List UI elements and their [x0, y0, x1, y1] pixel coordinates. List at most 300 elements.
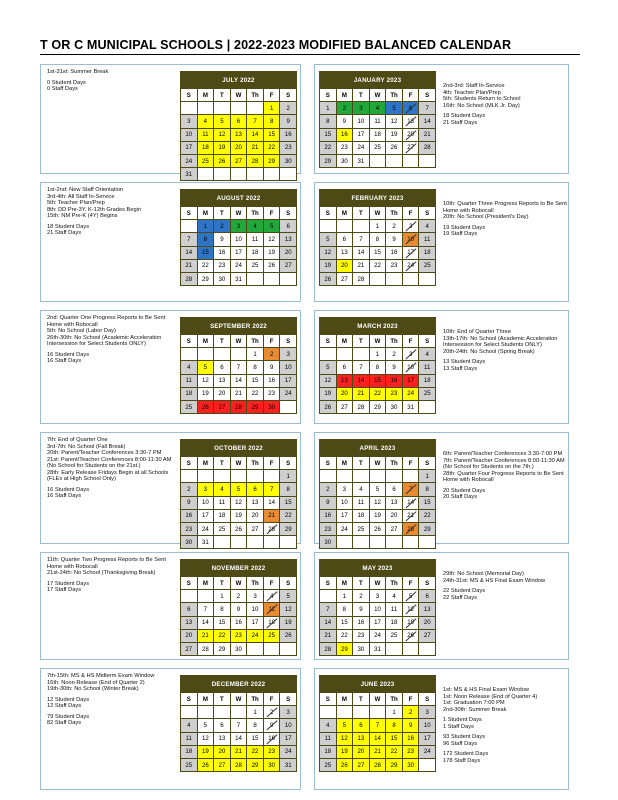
day-cell: 24 — [198, 523, 214, 535]
day-header: T — [214, 693, 230, 705]
day-header: W — [231, 577, 247, 589]
day-count: 0 Staff Days — [47, 86, 78, 92]
day-cell: 28 — [231, 401, 247, 413]
day-cell — [198, 590, 214, 602]
month-name: JULY 2022 — [222, 77, 255, 84]
day-cell — [386, 643, 402, 655]
day-header: S — [280, 457, 296, 469]
day-cell: 25 — [181, 759, 197, 771]
day-cell: 11 — [386, 603, 402, 615]
day-cell: 25 — [247, 260, 263, 272]
day-cell: 23 — [231, 630, 247, 642]
day-cell: 4 — [181, 719, 197, 731]
day-header: S — [280, 207, 296, 219]
day-cell: 17 — [370, 617, 386, 629]
day-cell: 10 — [247, 603, 263, 615]
day-cell: 6 — [280, 220, 296, 232]
day-header: W — [370, 335, 386, 347]
day-cell: 21 — [419, 129, 435, 141]
day-cell: 3 — [403, 220, 419, 232]
day-cell: 20 — [337, 388, 353, 400]
day-count: 178 Staff Days — [443, 757, 481, 764]
month-name: JANUARY 2023 — [353, 77, 402, 84]
day-header: M — [337, 693, 353, 705]
day-cell: 7 — [353, 361, 369, 373]
day-cell: 13 — [337, 247, 353, 259]
day-cell: 6 — [403, 102, 419, 114]
day-cell: 21 — [231, 388, 247, 400]
event-text: 1st: Graduation 7:00 PM — [443, 700, 505, 706]
day-cell — [214, 168, 230, 180]
day-cell: 12 — [403, 603, 419, 615]
day-cell: 21 — [231, 746, 247, 758]
day-header: S — [181, 457, 197, 469]
day-cell: 17 — [280, 733, 296, 745]
day-count: 96 Staff Days — [443, 740, 478, 747]
day-cell: 21 — [264, 510, 280, 522]
day-cell: 20 — [337, 260, 353, 272]
day-cell: 5 — [198, 719, 214, 731]
day-cell: 18 — [419, 375, 435, 387]
day-cell: 16 — [214, 247, 230, 259]
day-cell — [214, 470, 230, 482]
day-cell — [386, 273, 402, 285]
day-cell: 10 — [280, 719, 296, 731]
day-cell: 16 — [181, 510, 197, 522]
event-text: 10th: End of Quarter Three — [443, 329, 511, 335]
event-text: 11th: Quarter Two Progress Reports to Be Sent Home with Robocall — [47, 557, 166, 570]
day-cell: 22 — [280, 510, 296, 522]
month-notes — [443, 201, 567, 242]
day-cell — [231, 706, 247, 718]
day-cell: 26 — [214, 155, 230, 167]
month-panel — [314, 432, 569, 544]
day-cell — [181, 102, 197, 114]
day-cell: 16 — [403, 733, 419, 745]
day-header: W — [231, 89, 247, 101]
event-text: 5th: Teacher Plan/Prep — [47, 200, 105, 206]
day-cell: 28 — [320, 643, 336, 655]
day-cell: 30 — [181, 536, 197, 548]
day-cell: 24 — [337, 523, 353, 535]
event-text: 7th-15th: MS & HS Midterm Exam Window — [47, 673, 155, 679]
day-cell: 27 — [181, 643, 197, 655]
day-cell — [370, 155, 386, 167]
day-cell: 4 — [419, 348, 435, 360]
day-cell: 8 — [264, 115, 280, 127]
day-header: S — [280, 335, 296, 347]
day-cell: 31 — [198, 536, 214, 548]
month-grid — [181, 693, 296, 771]
day-cell: 11 — [419, 233, 435, 245]
day-cell: 22 — [337, 630, 353, 642]
day-cell: 24 — [403, 388, 419, 400]
day-cell: 9 — [181, 497, 197, 509]
day-header: S — [320, 457, 336, 469]
day-cell — [320, 470, 336, 482]
day-cell: 15 — [247, 733, 263, 745]
day-cell: 5 — [386, 102, 402, 114]
day-count: 17 Student Days — [47, 580, 90, 587]
day-cell: 6 — [337, 233, 353, 245]
day-cell: 5 — [320, 361, 336, 373]
day-cell: 24 — [181, 155, 197, 167]
day-cell: 27 — [231, 155, 247, 167]
day-cell: 9 — [386, 233, 402, 245]
day-cell: 10 — [419, 719, 435, 731]
day-cell: 3 — [419, 706, 435, 718]
day-cell — [280, 536, 296, 548]
day-cell: 16 — [320, 510, 336, 522]
day-header: S — [320, 335, 336, 347]
day-cell: 10 — [280, 361, 296, 373]
event-text: 1st-31st: Summer Break — [47, 69, 109, 75]
day-cell: 15 — [320, 129, 336, 141]
day-cell: 13 — [419, 603, 435, 615]
day-cell — [337, 706, 353, 718]
day-cell: 18 — [320, 746, 336, 758]
month-grid — [320, 577, 435, 655]
day-header: F — [403, 577, 419, 589]
day-cell: 24 — [370, 630, 386, 642]
day-cell: 21 — [403, 510, 419, 522]
spacer — [443, 764, 567, 768]
day-header: M — [337, 335, 353, 347]
day-cell — [337, 470, 353, 482]
day-header: S — [181, 89, 197, 101]
day-cell: 19 — [320, 260, 336, 272]
day-cell — [214, 706, 230, 718]
day-cell: 7 — [231, 719, 247, 731]
day-count: 18 Student Days — [443, 113, 486, 119]
day-cell — [181, 590, 197, 602]
day-count: 13 Student Days — [443, 359, 486, 365]
day-cell: 4 — [320, 719, 336, 731]
day-cell: 27 — [214, 759, 230, 771]
event-text: 28th: Quarter Four Progress Reports to Be Sent Home with Robocall — [443, 470, 564, 483]
event-text: 3rd-4th: All Staff In-Service — [47, 193, 115, 200]
day-cell: 5 — [370, 483, 386, 495]
month-panel — [314, 64, 569, 174]
day-count: 172 Student Days — [443, 751, 489, 757]
month-grid — [181, 577, 296, 655]
event-text: 21st-24th: No School (Thanksgiving Break) — [47, 570, 156, 576]
day-header: W — [231, 335, 247, 347]
spacer — [47, 237, 175, 241]
day-header: M — [198, 693, 214, 705]
day-cell: 17 — [353, 129, 369, 141]
day-count: 0 Student Days — [47, 79, 86, 86]
day-header: T — [353, 335, 369, 347]
day-count: 17 Staff Days — [47, 587, 82, 593]
day-cell: 24 — [247, 630, 263, 642]
day-cell: 1 — [370, 348, 386, 360]
day-cell: 11 — [214, 497, 230, 509]
day-cell: 22 — [247, 746, 263, 758]
day-cell: 6 — [337, 361, 353, 373]
day-header: S — [419, 207, 435, 219]
day-cell: 6 — [247, 483, 263, 495]
day-cell: 19 — [403, 617, 419, 629]
day-cell: 13 — [214, 733, 230, 745]
day-cell: 11 — [320, 733, 336, 745]
day-cell: 18 — [370, 129, 386, 141]
day-cell — [264, 643, 280, 655]
spacer — [443, 501, 567, 505]
month-grid — [320, 335, 435, 413]
day-cell: 28 — [264, 523, 280, 535]
day-header: T — [353, 457, 369, 469]
month-notes — [47, 437, 175, 504]
day-cell — [247, 470, 263, 482]
day-header: Th — [247, 335, 263, 347]
day-header: F — [264, 207, 280, 219]
day-count: 16 Staff Days — [47, 493, 82, 499]
day-count: 19 Student Days — [443, 224, 486, 231]
day-cell: 15 — [337, 617, 353, 629]
day-cell — [353, 470, 369, 482]
day-header: F — [264, 577, 280, 589]
day-cell: 22 — [198, 260, 214, 272]
day-cell: 14 — [231, 733, 247, 745]
day-count: 16 Student Days — [47, 486, 90, 493]
day-cell: 28 — [370, 759, 386, 771]
event-text: 20th-24th: No School (Spring Break) — [443, 348, 535, 355]
day-cell: 25 — [386, 630, 402, 642]
day-cell: 2 — [386, 348, 402, 360]
day-cell: 29 — [320, 155, 336, 167]
day-cell: 2 — [320, 483, 336, 495]
day-cell: 5 — [280, 590, 296, 602]
day-cell — [231, 536, 247, 548]
day-cell: 25 — [419, 388, 435, 400]
day-header: F — [264, 693, 280, 705]
day-cell: 24 — [353, 142, 369, 154]
day-header: S — [419, 335, 435, 347]
day-cell: 20 — [214, 388, 230, 400]
day-cell: 7 — [320, 603, 336, 615]
day-cell — [419, 155, 435, 167]
event-text: 2nd-3rd: Staff In-Service — [443, 83, 505, 89]
day-cell: 15 — [370, 375, 386, 387]
day-cell: 3 — [353, 102, 369, 114]
day-cell: 30 — [264, 759, 280, 771]
day-cell: 14 — [231, 375, 247, 387]
day-cell: 3 — [247, 590, 263, 602]
day-cell: 27 — [247, 523, 263, 535]
day-cell: 29 — [247, 401, 263, 413]
day-cell: 12 — [320, 247, 336, 259]
day-cell — [214, 102, 230, 114]
spacer — [443, 126, 567, 130]
day-cell — [370, 706, 386, 718]
day-cell: 6 — [419, 590, 435, 602]
day-cell: 25 — [181, 401, 197, 413]
day-cell: 12 — [320, 375, 336, 387]
day-cell: 9 — [403, 719, 419, 731]
day-header: Th — [386, 335, 402, 347]
day-cell: 24 — [231, 260, 247, 272]
event-text: 1st: MS & HS Final Exam Window — [443, 687, 529, 693]
day-cell — [198, 470, 214, 482]
day-cell: 19 — [198, 388, 214, 400]
month-grid — [320, 89, 435, 167]
day-cell — [419, 401, 435, 413]
day-cell: 29 — [247, 759, 263, 771]
day-cell — [370, 470, 386, 482]
month-grid — [320, 457, 435, 548]
day-cell: 14 — [320, 617, 336, 629]
month-notes — [47, 557, 175, 598]
day-count: 16 Student Days — [47, 351, 90, 358]
day-cell: 16 — [231, 617, 247, 629]
day-cell: 2 — [264, 348, 280, 360]
day-cell: 15 — [280, 497, 296, 509]
day-cell: 11 — [264, 603, 280, 615]
event-text: 20th: Parent/Teacher Conferences 3:30-7 PM — [47, 450, 162, 456]
day-cell: 7 — [198, 603, 214, 615]
event-text: 1st-2nd: New Staff Orientation — [47, 187, 124, 193]
day-cell — [353, 536, 369, 548]
day-cell: 25 — [198, 155, 214, 167]
day-header: F — [264, 335, 280, 347]
day-cell — [403, 470, 419, 482]
day-cell: 19 — [264, 247, 280, 259]
day-cell: 8 — [247, 361, 263, 373]
day-cell: 7 — [403, 483, 419, 495]
day-cell: 5 — [320, 233, 336, 245]
day-cell: 22 — [386, 746, 402, 758]
day-cell: 25 — [320, 759, 336, 771]
day-cell: 25 — [264, 630, 280, 642]
day-cell — [320, 220, 336, 232]
day-cell: 20 — [403, 129, 419, 141]
day-cell: 20 — [247, 510, 263, 522]
day-cell: 13 — [231, 129, 247, 141]
month-calendar — [319, 439, 436, 549]
day-cell: 7 — [264, 483, 280, 495]
day-header: T — [214, 335, 230, 347]
day-cell — [280, 643, 296, 655]
day-count: 20 Staff Days — [443, 494, 478, 500]
month-calendar — [319, 675, 436, 772]
day-header: W — [231, 693, 247, 705]
month-grid — [181, 89, 296, 180]
day-cell: 2 — [386, 220, 402, 232]
day-cell: 12 — [280, 603, 296, 615]
day-cell: 18 — [419, 247, 435, 259]
month-calendar — [319, 189, 436, 286]
day-count: 19 Staff Days — [443, 231, 478, 237]
month-calendar — [180, 71, 297, 181]
event-text: 1st: Noon Release (End of Quarter 4) — [443, 693, 538, 700]
day-cell: 17 — [419, 733, 435, 745]
spacer — [47, 93, 175, 97]
day-header: T — [353, 207, 369, 219]
day-cell: 14 — [247, 129, 263, 141]
day-cell: 4 — [386, 590, 402, 602]
day-cell: 30 — [231, 643, 247, 655]
day-cell: 15 — [214, 617, 230, 629]
day-cell: 7 — [353, 233, 369, 245]
month-notes — [47, 315, 175, 369]
month-grid — [320, 207, 435, 285]
day-cell — [198, 706, 214, 718]
day-cell: 7 — [419, 102, 435, 114]
day-cell — [403, 155, 419, 167]
month-panel — [314, 552, 569, 660]
day-cell — [231, 348, 247, 360]
day-header: T — [353, 89, 369, 101]
month-name: MARCH 2023 — [357, 323, 398, 330]
day-cell — [337, 348, 353, 360]
day-cell: 20 — [181, 630, 197, 642]
event-text: 5th: No School (Labor Day) — [47, 328, 116, 334]
event-text: 6th: Parent/Teacher Conferences 3:30-7:00 PM — [443, 451, 563, 457]
day-count: 82 Staff Days — [47, 720, 82, 726]
day-cell: 8 — [280, 483, 296, 495]
event-text: 5th: Students Return to School — [443, 96, 521, 102]
month-name: JUNE 2023 — [360, 681, 395, 688]
day-cell: 11 — [247, 233, 263, 245]
day-cell: 22 — [419, 510, 435, 522]
event-text: 7th: Parent/Teacher Conferences 8:00-11:30 AM (No School for Students on the 7th.) — [443, 457, 565, 470]
day-header: W — [370, 207, 386, 219]
day-header: M — [198, 457, 214, 469]
day-cell: 18 — [386, 617, 402, 629]
day-cell: 14 — [419, 115, 435, 127]
day-cell — [280, 273, 296, 285]
day-cell: 3 — [337, 483, 353, 495]
day-header: S — [280, 89, 296, 101]
day-cell: 27 — [280, 260, 296, 272]
day-header: T — [214, 577, 230, 589]
day-header: W — [231, 207, 247, 219]
day-cell: 18 — [353, 510, 369, 522]
day-cell: 20 — [386, 510, 402, 522]
day-cell: 3 — [280, 706, 296, 718]
day-cell: 14 — [370, 733, 386, 745]
day-cell: 27 — [403, 142, 419, 154]
day-cell — [353, 706, 369, 718]
day-count: 1 Student Days — [443, 717, 482, 723]
day-cell — [181, 220, 197, 232]
month-notes — [443, 451, 567, 505]
month-calendar — [180, 189, 297, 286]
month-calendar — [180, 317, 297, 414]
day-header: Th — [386, 577, 402, 589]
day-cell: 26 — [280, 630, 296, 642]
day-cell: 3 — [181, 115, 197, 127]
day-cell: 8 — [386, 719, 402, 731]
day-cell: 29 — [280, 523, 296, 535]
day-cell: 2 — [337, 102, 353, 114]
day-cell: 8 — [337, 603, 353, 615]
day-header: M — [337, 577, 353, 589]
day-cell: 12 — [337, 733, 353, 745]
day-cell: 29 — [198, 273, 214, 285]
day-cell: 1 — [419, 470, 435, 482]
day-cell: 26 — [386, 142, 402, 154]
day-cell — [419, 643, 435, 655]
day-cell — [386, 470, 402, 482]
day-cell: 23 — [181, 523, 197, 535]
day-cell: 9 — [386, 361, 402, 373]
day-cell: 25 — [370, 142, 386, 154]
event-text: 4th: Teacher Plan/Prep — [443, 89, 501, 96]
event-text: 7th: End of Quarter One — [47, 437, 108, 443]
day-cell: 11 — [419, 361, 435, 373]
